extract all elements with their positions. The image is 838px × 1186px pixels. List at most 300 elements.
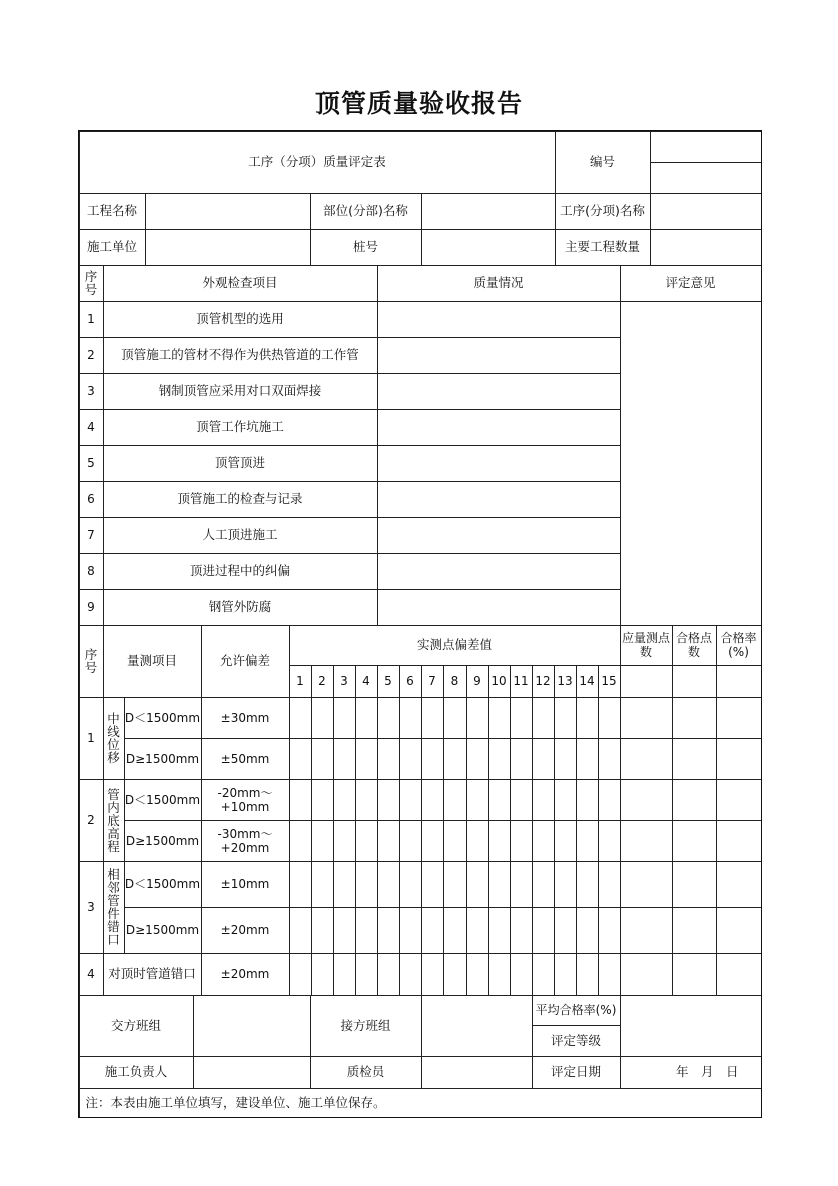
pass-rate-field[interactable] xyxy=(716,738,762,780)
opinion-field[interactable] xyxy=(620,301,762,626)
appearance-row-no-text: 1 xyxy=(87,312,95,326)
point-header xyxy=(399,665,422,698)
deviation-field[interactable] xyxy=(443,779,467,821)
appearance-row-no xyxy=(79,373,104,410)
deviation-field[interactable] xyxy=(399,953,422,996)
deviation-field[interactable] xyxy=(333,953,356,996)
appearance-row-no xyxy=(79,481,104,518)
deviation-field[interactable] xyxy=(576,738,599,780)
deviation-field[interactable] xyxy=(576,820,599,862)
measure-group-no xyxy=(79,697,104,780)
deviation-field[interactable] xyxy=(377,907,400,954)
pass-rate-field[interactable] xyxy=(716,907,762,954)
date-field xyxy=(620,1056,762,1089)
appearance-row-no-text: 5 xyxy=(87,456,95,470)
deviation-field[interactable] xyxy=(488,820,511,862)
deviation-field[interactable] xyxy=(289,738,312,780)
deviation-field[interactable] xyxy=(598,820,621,862)
deviation-field[interactable] xyxy=(554,907,577,954)
quantity-label-text: 主要工程数量 xyxy=(564,239,640,254)
tolerance-value-text: -30mm～+20mm xyxy=(217,826,273,855)
deviation-field[interactable] xyxy=(554,820,577,862)
blank-cell[interactable] xyxy=(672,665,717,698)
measure-group-no xyxy=(79,953,104,996)
code-label-cell xyxy=(555,131,651,194)
inspector-label-text: 质检员 xyxy=(346,1064,385,1079)
appearance-item-header-text: 外观检查项目 xyxy=(202,275,278,290)
deviation-field[interactable] xyxy=(333,738,356,780)
point-header-text: 11 xyxy=(513,674,529,688)
tolerance-value-text: ±50mm xyxy=(220,751,270,766)
grade-label-text: 评定等级 xyxy=(550,1032,601,1048)
tolerance-value xyxy=(201,907,290,954)
point-header-text: 6 xyxy=(406,674,414,688)
deviation-field[interactable] xyxy=(510,779,533,821)
deviation-field[interactable] xyxy=(488,907,511,954)
date-field-text: 年 月 日 xyxy=(675,1064,739,1079)
diameter-condition-text: D＜1500mm xyxy=(124,710,201,725)
appearance-row-item xyxy=(103,373,378,410)
deviation-field[interactable] xyxy=(421,907,444,954)
deviation-field[interactable] xyxy=(421,820,444,862)
deviation-field[interactable] xyxy=(333,820,356,862)
deviation-field[interactable] xyxy=(532,953,555,996)
point-header-text: 5 xyxy=(384,674,392,688)
diameter-condition xyxy=(124,861,202,908)
rate-grade-field[interactable] xyxy=(620,995,762,1057)
deviation-field[interactable] xyxy=(510,697,533,739)
deviation-field[interactable] xyxy=(289,697,312,739)
appearance-row-no xyxy=(79,553,104,590)
point-header xyxy=(554,665,577,698)
deviation-field[interactable] xyxy=(443,820,467,862)
deviation-field[interactable] xyxy=(355,697,378,739)
deviation-field[interactable] xyxy=(443,861,467,908)
should-count-field[interactable] xyxy=(620,697,673,739)
deviation-field[interactable] xyxy=(377,779,400,821)
deviation-field[interactable] xyxy=(554,738,577,780)
deviation-field[interactable] xyxy=(554,861,577,908)
deviation-field[interactable] xyxy=(421,697,444,739)
appearance-row-item xyxy=(103,409,378,446)
deviation-field[interactable] xyxy=(488,861,511,908)
measure-group-name-text: 对顶时管道错口 xyxy=(108,966,196,981)
diameter-condition xyxy=(124,697,202,739)
receiver-label xyxy=(310,995,422,1057)
measure-group-no-text: 2 xyxy=(87,813,95,827)
quality-field[interactable] xyxy=(377,517,621,554)
deviation-field[interactable] xyxy=(532,907,555,954)
appearance-row-item xyxy=(103,553,378,590)
deviation-field[interactable] xyxy=(466,861,489,908)
point-header-text: 10 xyxy=(491,674,507,688)
deviation-field[interactable] xyxy=(598,779,621,821)
pass-count-field[interactable] xyxy=(672,907,717,954)
measure-group-name xyxy=(103,953,202,996)
blank-cell[interactable] xyxy=(620,665,673,698)
quality-field[interactable] xyxy=(377,553,621,590)
pass-rate-header xyxy=(716,625,762,666)
deviation-field[interactable] xyxy=(289,907,312,954)
deviation-field[interactable] xyxy=(488,738,511,780)
point-header-text: 12 xyxy=(535,674,551,688)
deviation-field[interactable] xyxy=(399,861,422,908)
receiver-field[interactable] xyxy=(421,995,533,1057)
deviation-field[interactable] xyxy=(399,697,422,739)
appearance-row-item-text: 钢制顶管应采用对口双面焊接 xyxy=(158,383,322,398)
appearance-row-item xyxy=(103,517,378,554)
point-header-text: 3 xyxy=(340,674,348,688)
tolerance-header-text: 允许偏差 xyxy=(219,653,270,668)
deviation-field[interactable] xyxy=(510,861,533,908)
point-header xyxy=(532,665,555,698)
appearance-row-item-text: 人工顶进施工 xyxy=(202,527,278,542)
page-title: 顶管质量验收报告 xyxy=(314,89,523,118)
pile-label-text: 桩号 xyxy=(352,239,378,254)
diameter-condition xyxy=(124,820,202,862)
process-label xyxy=(555,193,651,230)
tolerance-header xyxy=(201,625,290,698)
appearance-row-item-text: 顶管工作坑施工 xyxy=(196,419,284,434)
handover-label xyxy=(79,995,194,1057)
appearance-row-no xyxy=(79,337,104,374)
measure-item-header xyxy=(103,625,202,698)
deviation-field[interactable] xyxy=(289,953,312,996)
pass-rate-field[interactable] xyxy=(716,779,762,821)
appearance-row-no xyxy=(79,301,104,338)
deviation-field[interactable] xyxy=(554,697,577,739)
tolerance-value xyxy=(201,779,290,821)
deviation-field[interactable] xyxy=(421,953,444,996)
contractor-label-text: 施工单位 xyxy=(86,239,137,254)
pass-rate-field[interactable] xyxy=(716,820,762,862)
deviation-field[interactable] xyxy=(289,820,312,862)
appearance-row-item xyxy=(103,445,378,482)
quality-field[interactable] xyxy=(377,373,621,410)
should-count-field[interactable] xyxy=(620,861,673,908)
deviation-field[interactable] xyxy=(443,953,467,996)
pass-count-header xyxy=(672,625,717,666)
deviation-field[interactable] xyxy=(377,953,400,996)
measure-group-name-text: 相邻管件错口 xyxy=(107,867,120,947)
seq-header-text: 序号 xyxy=(84,269,98,297)
point-header xyxy=(576,665,599,698)
deviation-field[interactable] xyxy=(576,779,599,821)
pass-count-field[interactable] xyxy=(672,820,717,862)
manager-label-text: 施工负责人 xyxy=(104,1064,168,1079)
deviation-field[interactable] xyxy=(466,953,489,996)
form-name-cell xyxy=(79,131,556,194)
deviation-field[interactable] xyxy=(554,953,577,996)
deviation-field[interactable] xyxy=(488,697,511,739)
contractor-field[interactable] xyxy=(145,229,311,266)
measure-group-name xyxy=(103,697,125,780)
appearance-row-item-text: 钢管外防腐 xyxy=(208,599,272,614)
opinion-header-text: 评定意见 xyxy=(665,275,716,290)
point-header-text: 13 xyxy=(557,674,573,688)
point-header xyxy=(355,665,378,698)
point-header-text: 1 xyxy=(296,674,304,688)
measure-group-name-text: 中线位移 xyxy=(107,711,120,765)
point-header-text: 14 xyxy=(579,674,595,688)
deviation-field[interactable] xyxy=(598,738,621,780)
quantity-label xyxy=(555,229,651,266)
deviation-field[interactable] xyxy=(466,697,489,739)
deviation-field[interactable] xyxy=(443,697,467,739)
handover-label-text: 交方班组 xyxy=(110,1017,161,1033)
deviation-field[interactable] xyxy=(576,953,599,996)
appearance-row-item-text: 顶管机型的选用 xyxy=(196,311,284,326)
deviation-field[interactable] xyxy=(311,738,334,780)
avg-rate-label-text: 平均合格率(%) xyxy=(535,1003,617,1017)
avg-rate-label xyxy=(532,995,621,1026)
inspector-label xyxy=(310,1056,422,1089)
code-field-2[interactable] xyxy=(650,162,762,194)
deviation-field[interactable] xyxy=(399,820,422,862)
appearance-row-no xyxy=(79,409,104,446)
quality-field[interactable] xyxy=(377,301,621,338)
quality-header xyxy=(377,265,621,302)
pass-rate-field[interactable] xyxy=(716,697,762,739)
point-header-text: 8 xyxy=(450,674,459,688)
deviation-field[interactable] xyxy=(488,953,511,996)
contractor-label xyxy=(79,229,146,266)
deviation-field[interactable] xyxy=(532,738,555,780)
deviation-field[interactable] xyxy=(333,697,356,739)
diameter-condition-text: D≥1500mm xyxy=(125,751,200,766)
deviation-field[interactable] xyxy=(289,861,312,908)
deviation-field[interactable] xyxy=(355,738,378,780)
deviation-field[interactable] xyxy=(421,861,444,908)
pass-count-header-text: 合格点数 xyxy=(675,631,712,659)
deviation-field[interactable] xyxy=(576,697,599,739)
deviation-field[interactable] xyxy=(333,907,356,954)
deviation-field[interactable] xyxy=(399,738,422,780)
appearance-row-no xyxy=(79,589,104,626)
note-text: 注：本表由施工单位填写，建设单位、施工单位保存。 xyxy=(85,1094,386,1110)
point-header-text: 4 xyxy=(362,674,370,688)
appearance-row-no xyxy=(79,445,104,482)
point-header xyxy=(443,665,467,698)
date-label xyxy=(532,1056,621,1089)
point-header-text: 15 xyxy=(601,674,617,688)
appearance-row-item xyxy=(103,301,378,338)
quality-field[interactable] xyxy=(377,481,621,518)
deviation-field[interactable] xyxy=(576,861,599,908)
project-name-field[interactable] xyxy=(145,193,311,230)
seq-header xyxy=(79,265,104,302)
deviation-field[interactable] xyxy=(311,779,334,821)
grade-label xyxy=(532,1025,621,1057)
deviation-field[interactable] xyxy=(311,820,334,862)
part-label xyxy=(310,193,422,230)
deviation-field[interactable] xyxy=(377,697,400,739)
point-header-text: 7 xyxy=(428,674,436,688)
point-header-text: 2 xyxy=(318,674,326,688)
appearance-row-no-text: 6 xyxy=(87,492,95,506)
appearance-row-item-text: 顶管顶进 xyxy=(214,455,265,470)
deviation-field[interactable] xyxy=(532,820,555,862)
deviation-field[interactable] xyxy=(488,779,511,821)
measure-item-header-text: 量测项目 xyxy=(126,653,177,668)
deviation-field[interactable] xyxy=(311,697,334,739)
deviation-field[interactable] xyxy=(532,697,555,739)
deviation-field[interactable] xyxy=(311,907,334,954)
part-label-text: 部位(分部)名称 xyxy=(323,203,408,218)
pass-rate-header-text: 合格率(%) xyxy=(720,631,757,659)
deviation-field[interactable] xyxy=(311,861,334,908)
tolerance-value xyxy=(201,820,290,862)
diameter-condition-text: D＜1500mm xyxy=(124,792,201,807)
diameter-condition xyxy=(124,779,202,821)
deviation-field[interactable] xyxy=(355,953,378,996)
receiver-label-text: 接方班组 xyxy=(340,1017,391,1033)
point-header xyxy=(333,665,356,698)
should-count-field[interactable] xyxy=(620,820,673,862)
deviation-field[interactable] xyxy=(421,738,444,780)
point-header xyxy=(510,665,533,698)
project-name-label xyxy=(79,193,146,230)
manager-field[interactable] xyxy=(193,1056,311,1089)
tolerance-value-text: ±20mm xyxy=(220,967,270,981)
deviation-field[interactable] xyxy=(532,779,555,821)
appearance-row-no-text: 8 xyxy=(87,564,95,578)
pass-rate-field[interactable] xyxy=(716,953,762,996)
deviation-field[interactable] xyxy=(333,779,356,821)
point-header xyxy=(311,665,334,698)
measure-group-no-text: 4 xyxy=(87,967,95,981)
measure-group-name xyxy=(103,861,125,954)
note xyxy=(79,1088,762,1118)
project-name-label-text: 工程名称 xyxy=(86,203,137,218)
deviation-field[interactable] xyxy=(443,907,467,954)
blank-cell[interactable] xyxy=(716,665,762,698)
code-label-cell-text: 编号 xyxy=(589,154,615,169)
deviation-field[interactable] xyxy=(377,861,400,908)
diameter-condition-text: D＜1500mm xyxy=(124,877,201,891)
quantity-field[interactable] xyxy=(650,229,762,266)
pass-count-field[interactable] xyxy=(672,779,717,821)
pile-field[interactable] xyxy=(421,229,556,266)
deviation-header-text: 实测点偏差值 xyxy=(416,637,492,652)
measure-group-name-text: 管内底高程 xyxy=(107,786,120,854)
tolerance-value-text: ±30mm xyxy=(220,710,270,725)
deviation-field[interactable] xyxy=(598,697,621,739)
quality-field[interactable] xyxy=(377,409,621,446)
deviation-field[interactable] xyxy=(289,779,312,821)
point-header xyxy=(488,665,511,698)
pass-count-field[interactable] xyxy=(672,697,717,739)
point-header xyxy=(377,665,400,698)
point-header-text: 9 xyxy=(473,674,481,688)
pass-rate-field[interactable] xyxy=(716,861,762,908)
deviation-field[interactable] xyxy=(554,779,577,821)
tolerance-value xyxy=(201,953,290,996)
appearance-row-item-text: 顶管施工的检查与记录 xyxy=(177,491,303,506)
appearance-row-item xyxy=(103,337,378,374)
deviation-field[interactable] xyxy=(355,861,378,908)
measure-group-no-text: 3 xyxy=(87,900,95,914)
measure-group-no xyxy=(79,779,104,862)
deviation-field[interactable] xyxy=(466,779,489,821)
handover-field[interactable] xyxy=(193,995,311,1057)
tolerance-value xyxy=(201,861,290,908)
inspector-field[interactable] xyxy=(421,1056,533,1089)
diameter-condition-text: D≥1500mm xyxy=(125,833,200,848)
deviation-field[interactable] xyxy=(598,907,621,954)
deviation-field[interactable] xyxy=(399,907,422,954)
tolerance-value-text: ±10mm xyxy=(220,877,270,891)
deviation-field[interactable] xyxy=(311,953,334,996)
pass-count-field[interactable] xyxy=(672,953,717,996)
should-count-header-text: 应量测点数 xyxy=(621,631,670,659)
deviation-field[interactable] xyxy=(399,779,422,821)
pass-count-field[interactable] xyxy=(672,738,717,780)
appearance-row-no-text: 3 xyxy=(87,384,95,398)
deviation-field[interactable] xyxy=(510,953,533,996)
quality-field[interactable] xyxy=(377,445,621,482)
deviation-field[interactable] xyxy=(377,738,400,780)
pile-label xyxy=(310,229,422,266)
deviation-field[interactable] xyxy=(466,820,489,862)
tolerance-value-text: -20mm～+10mm xyxy=(217,785,273,814)
deviation-field[interactable] xyxy=(333,861,356,908)
quality-field[interactable] xyxy=(377,337,621,374)
deviation-field[interactable] xyxy=(466,738,489,780)
deviation-field[interactable] xyxy=(598,861,621,908)
deviation-field[interactable] xyxy=(377,820,400,862)
deviation-field[interactable] xyxy=(510,820,533,862)
deviation-field[interactable] xyxy=(576,907,599,954)
process-field[interactable] xyxy=(650,193,762,230)
measure-group-name xyxy=(103,779,125,862)
should-count-field[interactable] xyxy=(620,738,673,780)
pass-count-field[interactable] xyxy=(672,861,717,908)
deviation-field[interactable] xyxy=(466,907,489,954)
should-count-field[interactable] xyxy=(620,779,673,821)
deviation-field[interactable] xyxy=(421,779,444,821)
deviation-field[interactable] xyxy=(510,907,533,954)
appearance-item-header xyxy=(103,265,378,302)
deviation-field[interactable] xyxy=(510,738,533,780)
point-header xyxy=(289,665,312,698)
deviation-header xyxy=(289,625,621,666)
should-count-field[interactable] xyxy=(620,907,673,954)
tolerance-value xyxy=(201,738,290,780)
process-label-text: 工序(分项)名称 xyxy=(560,203,645,218)
appearance-row-item xyxy=(103,589,378,626)
opinion-header xyxy=(620,265,762,302)
date-label-text: 评定日期 xyxy=(550,1064,601,1079)
code-field-1[interactable] xyxy=(650,131,762,163)
form-name-cell-text: 工序（分项）质量评定表 xyxy=(248,154,386,169)
measure-seq-header xyxy=(79,625,104,698)
part-field[interactable] xyxy=(421,193,556,230)
point-header xyxy=(421,665,444,698)
appearance-row-no-text: 2 xyxy=(87,348,95,362)
point-header xyxy=(466,665,489,698)
deviation-field[interactable] xyxy=(443,738,467,780)
deviation-field[interactable] xyxy=(598,953,621,996)
quality-field[interactable] xyxy=(377,589,621,626)
deviation-field[interactable] xyxy=(355,779,378,821)
deviation-field[interactable] xyxy=(532,861,555,908)
appearance-row-item-text: 顶进过程中的纠偏 xyxy=(189,563,290,578)
deviation-field[interactable] xyxy=(355,820,378,862)
should-count-header xyxy=(620,625,673,666)
deviation-field[interactable] xyxy=(355,907,378,954)
should-count-field[interactable] xyxy=(620,953,673,996)
